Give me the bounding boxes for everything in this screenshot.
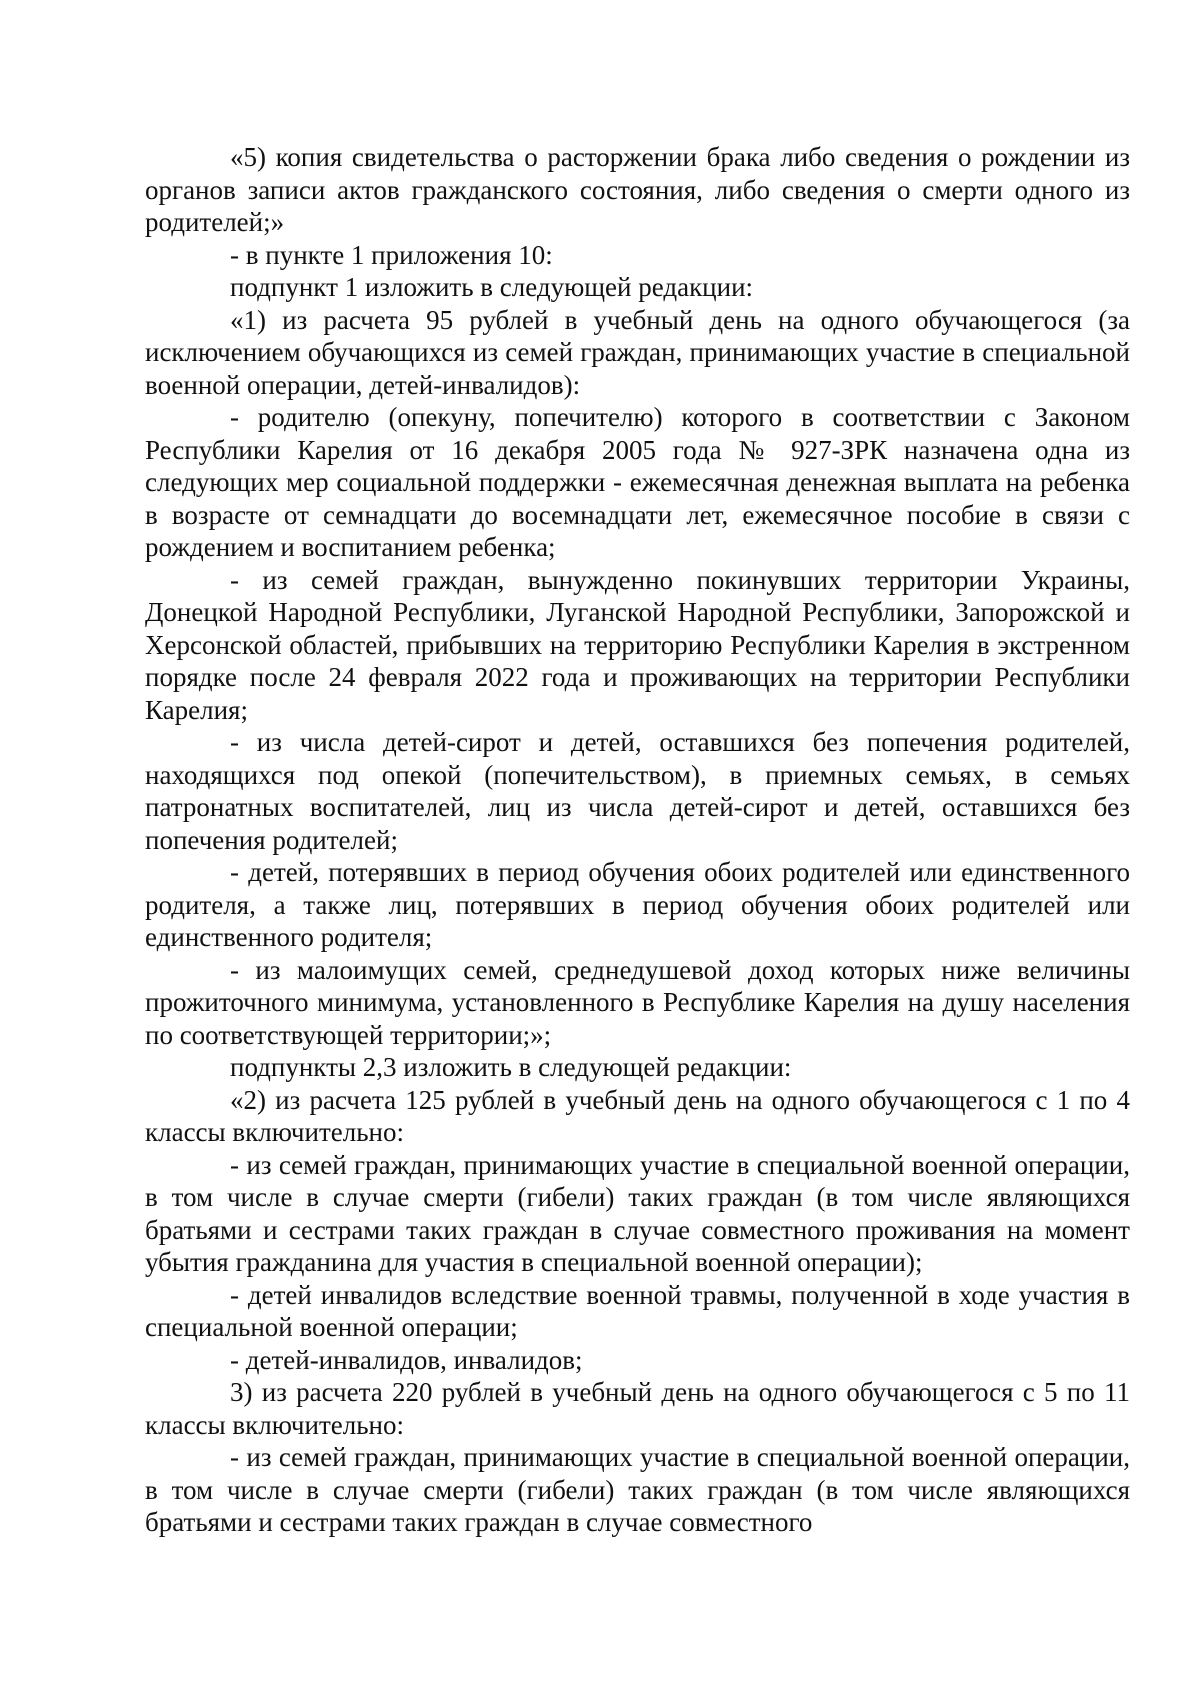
- paragraph-displaced-families: - из семей граждан, вынужденно покинувших территории Украины, Донецкой Народной Республики, Луганской Народной Республики, Запорожской и Херсонской областей, прибывших на территорию Республики Карелия в экстренном порядке после 24 февраля 2022 года и проживающих на территории Республики Карелия;: [145, 564, 1130, 725]
- paragraph-svo-families-2: - из семей граждан, принимающих участие в специальной военной операции, в том числе в случае смерти (гибели) таких граждан (в том числе являющихся братьями и сестрами таких граждан в случае совместного: [145, 1442, 1130, 1537]
- paragraph-orphans: - из числа детей-сирот и детей, оставшихся без попечения родителей, находящихся под опекой (попечительством), в приемных семьях, в семьях патронатных воспитателей, лиц из числа детей-сирот и детей, оставшихся без попечения родителей;: [145, 727, 1130, 855]
- paragraph-rate-95: «1) из расчета 95 рублей в учебный день на одного обучающегося (за исключением обучающихся из семей граждан, принимающих участие в специальной военной операции, детей-инвалидов):: [145, 304, 1130, 400]
- paragraph-annex-10: - в пункте 1 приложения 10:: [230, 239, 553, 270]
- paragraph-low-income: - из малоимущих семей, среднедушевой доход которых ниже величины прожиточного минимума, установленного в Республике Карелия на душу населения по соответствующей территории;»;: [145, 954, 1130, 1050]
- paragraph-guardian-support: - родителю (опекуну, попечителю) которого в соответствии с Законом Республики Карелия от 16 декабря 2005 года № 927-ЗРК назначена одна из следующих мер социальной поддержки - ежемесячная денежная выплата на ребенка в возрасте от семнадцати до восемнадцати лет, ежемесячное пособие в связи с рождением и воспитанием ребенка;: [145, 402, 1130, 562]
- paragraph-svo-families-1: - из семей граждан, принимающих участие в специальной военной операции, в том числе в случае смерти (гибели) таких граждан (в том числе являющихся братьями и сестрами таких граждан в случае совместного проживания на момент убытия гражданина для участия в специальной военной операции);: [145, 1149, 1130, 1277]
- paragraph-disabled: - детей-инвалидов, инвалидов;: [230, 1344, 583, 1375]
- paragraph-rate-220: 3) из расчета 220 рублей в учебный день на одного обучающегося с 5 по 11 классы включительно:: [145, 1377, 1130, 1440]
- paragraph-subitems-2-3-intro: подпункты 2,3 изложить в следующей редакции:: [230, 1052, 792, 1082]
- paragraph-item-5-copy: «5) копия свидетельства о расторжении брака либо сведения о рождении из органов записи актов гражданского состояния, либо сведения о смерти одного из родителей;»: [145, 142, 1130, 237]
- paragraph-rate-125: «2) из расчета 125 рублей в учебный день на одного обучающегося с 1 по 4 классы включительно:: [145, 1084, 1130, 1147]
- paragraph-military-trauma: - детей инвалидов вследствие военной травмы, полученной в ходе участия в специальной военной операции;: [145, 1279, 1130, 1342]
- paragraph-lost-parents: - детей, потерявших в период обучения обоих родителей или единственного родителя, а также лиц, потерявших в период обучения обоих родителей или единственного родителя;: [145, 857, 1130, 952]
- paragraph-subitem-1-intro: подпункт 1 изложить в следующей редакции:: [230, 272, 754, 302]
- document-body: [145, 141, 1130, 1539]
